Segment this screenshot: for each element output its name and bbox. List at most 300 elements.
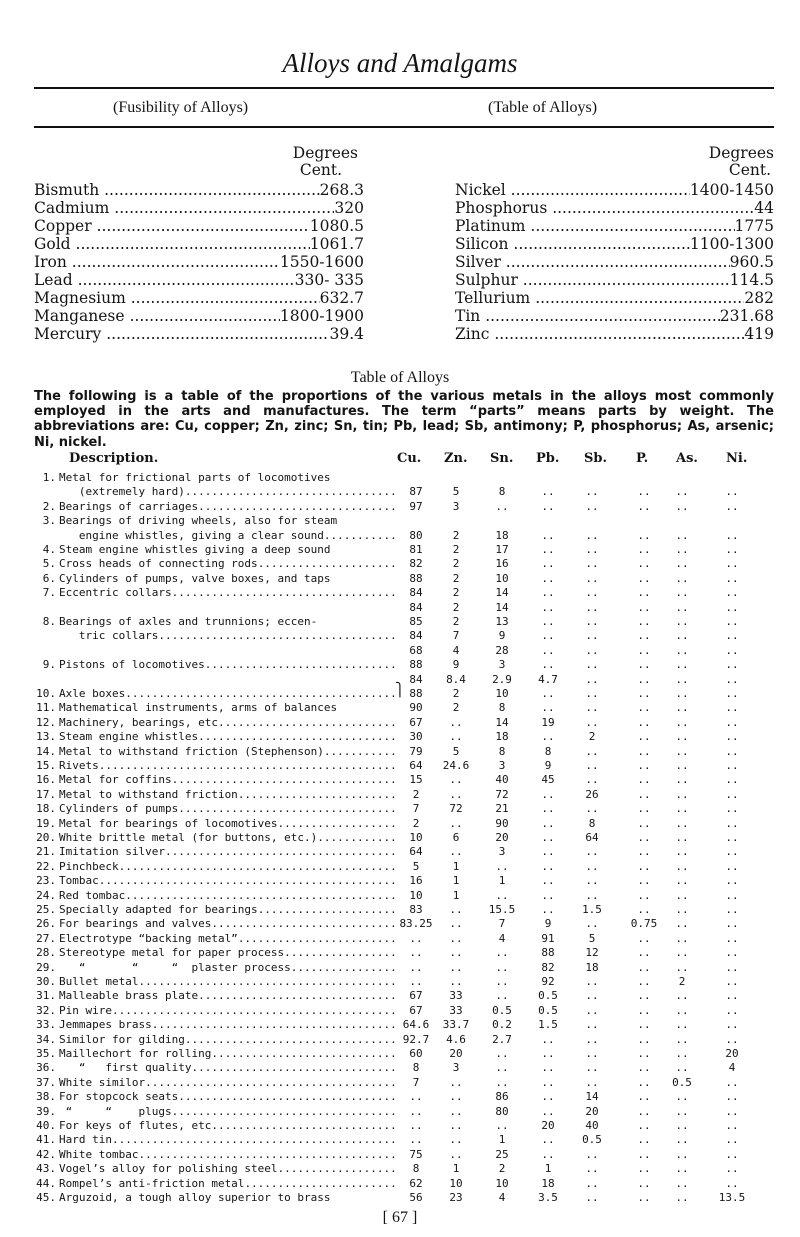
unit-degrees: Degrees — [292, 144, 358, 162]
unit-degrees: Degrees — [708, 144, 774, 162]
cell-as: .. — [675, 1032, 689, 1046]
cell-p: .. — [637, 931, 651, 945]
fusing-point: 282 — [744, 289, 774, 307]
cell-sn: 90 — [495, 816, 509, 830]
table-row — [34, 759, 774, 773]
table-row — [34, 514, 774, 528]
cell-cu: 2 — [412, 816, 420, 830]
cell-sn: 28 — [495, 643, 509, 657]
cell-p: .. — [637, 672, 651, 686]
cell-ni: .. — [725, 1090, 739, 1104]
table-row — [34, 1133, 774, 1147]
cell-cu: 84 — [409, 672, 423, 686]
table-row — [34, 716, 774, 730]
row-number: 13. — [36, 730, 56, 744]
cell-zn: 1 — [452, 859, 460, 873]
cell-sn: .. — [495, 859, 509, 873]
alloy-description: Metal for bearings of locomotives ..... — [59, 817, 396, 831]
table-row — [34, 586, 774, 600]
metal-name: Nickel ..... — [455, 181, 690, 199]
cell-sb: .. — [585, 615, 599, 628]
cell-sb: 14 — [585, 1090, 599, 1104]
cell-as: 2 — [678, 975, 686, 988]
cell-as: .. — [675, 615, 689, 628]
cell-ni: .. — [725, 917, 739, 931]
cell-cu: 80 — [409, 528, 423, 542]
cell-ni: .. — [725, 730, 739, 744]
cell-as: .. — [675, 1018, 689, 1032]
row-number: 33. — [36, 1018, 56, 1032]
cell-ni: 13.5 — [718, 1191, 746, 1204]
cell-p: .. — [637, 831, 651, 844]
cell-sb: .. — [585, 917, 599, 931]
cell-pb: .. — [541, 888, 555, 902]
page-title: Alloys and Amalgams — [282, 48, 518, 78]
alloy-description: Maillechort for rolling ..... — [59, 1047, 396, 1061]
fusing-point: 114.5 — [729, 271, 774, 289]
cell-sb: .. — [585, 859, 599, 873]
cell-p: .. — [637, 989, 651, 1003]
cell-ni: .. — [725, 701, 739, 715]
cell-pb: 20 — [541, 1119, 555, 1132]
cell-sn: 25 — [495, 1147, 509, 1161]
cell-pb: 8 — [544, 744, 552, 758]
cell-as: .. — [675, 586, 689, 600]
cell-pb: .. — [541, 1075, 555, 1089]
cell-sb: 1.5 — [582, 903, 602, 916]
fusing-point: 39.4 — [329, 325, 364, 343]
cell-zn: 7 — [452, 629, 460, 643]
alloy-description: Stereotype metal for paper process ..... — [59, 946, 396, 960]
cell-sn: .. — [495, 1119, 509, 1132]
row-number: 14. — [36, 744, 56, 758]
fusing-point: 419 — [744, 325, 774, 343]
cell-ni: .. — [725, 960, 739, 974]
metal-name: Mercury ..... — [34, 325, 329, 343]
cell-ni: .. — [725, 845, 739, 859]
cell-as: .. — [675, 672, 689, 686]
cell-as: .. — [675, 571, 689, 585]
cell-sn: .. — [495, 960, 509, 974]
row-number: 36. — [36, 1061, 56, 1075]
cell-sn: .. — [495, 1075, 509, 1089]
metal-name: Manganese ..... — [34, 307, 280, 325]
metal-name: Cadmium ..... — [34, 199, 334, 217]
cell-cu: 30 — [409, 730, 423, 744]
cell-ni: .. — [725, 485, 739, 499]
row-number: 22. — [36, 859, 56, 873]
table-title: Table of Alloys — [350, 369, 450, 386]
fusing-point: 1080.5 — [309, 217, 364, 235]
cell-sn: 9 — [498, 629, 506, 643]
alloy-description: Cylinders of pumps, valve boxes, and taps — [59, 571, 331, 585]
cell-p: .. — [637, 629, 651, 643]
alloy-description: Specially adapted for bearings ..... — [59, 903, 396, 917]
cell-as: .. — [675, 701, 689, 715]
cell-ni: .. — [725, 672, 739, 686]
cell-as: .. — [675, 687, 689, 700]
cell-ni: .. — [725, 629, 739, 643]
row-number: 31. — [36, 989, 56, 1003]
table-header — [34, 451, 774, 467]
cell-pb: 3.5 — [538, 1191, 558, 1204]
cell-sb: .. — [585, 1047, 599, 1060]
cell-sb: 2 — [588, 730, 596, 744]
cell-ni: .. — [725, 831, 739, 844]
table-row — [34, 1076, 774, 1090]
fusibility-row-right — [455, 307, 774, 325]
cell-sn: 21 — [495, 802, 509, 816]
cell-pb: 0.5 — [538, 1003, 558, 1017]
cell-ni: .. — [725, 557, 739, 571]
cell-pb: .. — [541, 557, 555, 571]
alloy-description: Electrotype “backing metal” ..... — [59, 932, 396, 946]
cell-pb: .. — [541, 845, 555, 859]
cell-zn: 24.6 — [442, 759, 470, 772]
fusing-point: 44 — [754, 199, 774, 217]
alloy-description: Similor for gilding ..... — [59, 1033, 396, 1047]
cell-ni: .. — [725, 1176, 739, 1190]
alloy-description: For keys of flutes, etc. ..... — [59, 1119, 396, 1133]
cell-ni: 20 — [725, 1047, 739, 1060]
metal-name: Magnesium ..... — [34, 289, 320, 307]
alloy-description: Pistons of locomotives ..... — [59, 658, 396, 672]
fusibility-row-left — [34, 199, 364, 217]
cell-pb: .. — [541, 499, 555, 513]
cell-zn: 5 — [452, 485, 460, 499]
cell-p: .. — [637, 643, 651, 657]
cell-pb: .. — [541, 528, 555, 542]
cell-zn: 1 — [452, 874, 460, 888]
cell-sb: .. — [585, 586, 599, 600]
cell-pb: .. — [541, 701, 555, 715]
fusibility-row-right — [455, 181, 774, 199]
cell-pb: .. — [541, 643, 555, 657]
cell-pb: .. — [541, 831, 555, 844]
cell-pb: .. — [541, 600, 555, 614]
cell-cu: 10 — [409, 831, 423, 844]
cell-ni: .. — [725, 1032, 739, 1046]
cell-zn: 33.7 — [442, 1018, 470, 1032]
cell-sn: .. — [495, 975, 509, 988]
cell-sb: .. — [585, 744, 599, 758]
fusibility-left-list — [34, 181, 364, 343]
cell-ni: .. — [725, 787, 739, 801]
cell-sn: 86 — [495, 1090, 509, 1104]
cell-as: .. — [675, 715, 689, 729]
left-subtitle: (Fusibility of Alloys) — [113, 99, 249, 116]
alloy-description: White tombac ..... — [59, 1148, 396, 1162]
table-row — [34, 773, 774, 787]
cell-zn: 2 — [452, 586, 460, 600]
alloy-description: Jemmapes brass ..... — [59, 1018, 396, 1032]
cell-cu: 90 — [409, 701, 423, 715]
cell-ni: .. — [725, 658, 739, 672]
table-row — [34, 615, 774, 629]
cell-as: .. — [675, 917, 689, 931]
cell-ni: .. — [725, 888, 739, 902]
alloy-description: Hard tin ..... — [59, 1133, 396, 1147]
cell-ni: .. — [725, 975, 739, 988]
row-number: 4. — [42, 543, 56, 556]
row-number: 29. — [36, 960, 56, 974]
cell-as: .. — [675, 629, 689, 643]
cell-sb: .. — [585, 874, 599, 888]
cell-sn: 10 — [495, 1176, 509, 1190]
cell-zn: 8.4 — [446, 672, 466, 686]
cell-ni: .. — [725, 1104, 739, 1118]
cell-p: .. — [637, 557, 651, 571]
cell-ni: .. — [725, 802, 739, 816]
cell-sn: 8 — [498, 485, 506, 499]
cell-sn: 2 — [498, 1162, 506, 1176]
cell-zn: 3 — [452, 499, 460, 513]
cell-p: .. — [637, 1191, 651, 1204]
cell-p: .. — [637, 1047, 651, 1060]
fusibility-row-left — [34, 217, 364, 235]
row-number: 2. — [42, 499, 56, 513]
table-row — [34, 903, 774, 917]
cell-ni: .. — [725, 1075, 739, 1089]
cell-cu: .. — [409, 1104, 423, 1118]
cell-sb: .. — [585, 715, 599, 729]
row-number: 17. — [36, 787, 56, 801]
cell-ni: .. — [725, 931, 739, 945]
col-p: P. — [636, 451, 649, 466]
table-row — [34, 831, 774, 845]
cell-pb: 0.5 — [538, 989, 558, 1003]
subtitle-rule — [34, 126, 774, 128]
table-row — [34, 1177, 774, 1191]
table-row — [34, 946, 774, 960]
cell-sn: 14 — [495, 715, 509, 729]
cell-p: .. — [637, 658, 651, 672]
cell-sb: .. — [585, 571, 599, 585]
cell-cu: 92.7 — [402, 1032, 430, 1046]
fusibility-row-left — [34, 271, 364, 289]
cell-p: .. — [637, 946, 651, 960]
cell-zn: 6 — [452, 831, 460, 844]
cell-cu: 7 — [412, 1075, 420, 1089]
cell-pb: .. — [541, 903, 555, 916]
alloy-description: Rivets ..... — [59, 759, 396, 773]
cell-p: .. — [637, 1147, 651, 1161]
alloy-description: Mathematical instruments, arms of balances — [59, 701, 338, 715]
metal-name: Sulphur ..... — [455, 271, 730, 289]
cell-zn: 3 — [452, 1061, 460, 1075]
cell-sb: .. — [585, 643, 599, 657]
cell-pb: 9 — [544, 759, 552, 772]
cell-ni: .. — [725, 571, 739, 585]
fusibility-row-left — [34, 289, 364, 307]
cell-p: .. — [637, 1162, 651, 1176]
table-row — [34, 1047, 774, 1061]
cell-zn: 2 — [452, 615, 460, 628]
cell-as: .. — [675, 946, 689, 960]
cell-as: .. — [675, 658, 689, 672]
cell-cu: 64.6 — [402, 1018, 430, 1032]
row-number: 24. — [36, 888, 56, 902]
cell-sn: 3 — [498, 845, 506, 859]
col-description: Description. — [69, 451, 159, 466]
cell-pb: 91 — [541, 931, 555, 945]
row-8-bracket: ⎫ — [396, 683, 404, 698]
cell-sn: .. — [495, 499, 509, 513]
fusing-point: 632.7 — [319, 289, 364, 307]
right-subtitle: (Table of Alloys) — [488, 99, 598, 116]
table-row — [34, 745, 774, 759]
cell-zn: 2 — [452, 543, 460, 556]
alloy-description: For stopcock seats ..... — [59, 1090, 396, 1104]
cell-cu: 84 — [409, 600, 423, 614]
cell-sb: .. — [585, 1147, 599, 1161]
fusing-point: 1400-1450 — [689, 181, 774, 199]
alloy-description: Bullet metal ..... — [59, 975, 396, 989]
table-row — [34, 874, 774, 888]
row-number: 43. — [36, 1162, 56, 1176]
cell-p: .. — [637, 615, 651, 628]
cell-sn: .. — [495, 1061, 509, 1075]
row-number: 15. — [36, 759, 56, 772]
cell-cu: 88 — [409, 687, 423, 700]
alloy-description: Metal for coffins ..... — [59, 773, 396, 787]
alloy-description: Tombac ..... — [59, 874, 396, 888]
cell-as: .. — [675, 1147, 689, 1161]
cell-pb: .. — [541, 1104, 555, 1118]
cell-as: .. — [675, 1090, 689, 1104]
cell-sn: 8 — [498, 701, 506, 715]
cell-as: .. — [675, 1061, 689, 1075]
cell-as: .. — [675, 485, 689, 499]
cell-p: .. — [637, 744, 651, 758]
cell-pb: .. — [541, 543, 555, 556]
cell-as: .. — [675, 831, 689, 844]
cell-pb: .. — [541, 787, 555, 801]
cell-zn: .. — [449, 946, 463, 960]
fusing-point: 1061.7 — [309, 235, 364, 253]
metal-name: Silver ..... — [455, 253, 730, 271]
col-as: As. — [676, 451, 698, 466]
cell-as: .. — [675, 931, 689, 945]
cell-sn: 3 — [498, 759, 506, 772]
cell-zn: 5 — [452, 744, 460, 758]
cell-sb: .. — [585, 557, 599, 571]
row-number: 19. — [36, 816, 56, 830]
metal-name: Copper ..... — [34, 217, 310, 235]
cell-cu: 84 — [409, 586, 423, 600]
cell-p: .. — [637, 773, 651, 787]
row-number: 35. — [36, 1047, 56, 1060]
alloy-description: Metal for frictional parts of locomotives — [59, 471, 331, 484]
cell-cu: 5 — [412, 859, 420, 873]
cell-as: .. — [675, 874, 689, 888]
cell-zn: .. — [449, 1147, 463, 1161]
alloy-description: Cross heads of connecting rods ..... — [59, 557, 396, 571]
cell-cu: .. — [409, 975, 423, 988]
cell-zn: 4.6 — [446, 1032, 466, 1046]
cell-sn: .. — [495, 946, 509, 960]
row-number: 6. — [42, 571, 56, 585]
metal-name: Tin ..... — [455, 307, 720, 325]
metal-name: Zinc ..... — [455, 325, 744, 343]
cell-p: .. — [637, 975, 651, 988]
cell-pb: .. — [541, 859, 555, 873]
cell-p: .. — [637, 960, 651, 974]
cell-zn: .. — [449, 1075, 463, 1089]
cell-sb: .. — [585, 759, 599, 772]
cell-cu: 81 — [409, 543, 423, 556]
cell-as: .. — [675, 557, 689, 571]
cell-sb: 26 — [585, 787, 599, 801]
fusing-point: 960.5 — [729, 253, 774, 271]
metal-name: Platinum ..... — [455, 217, 735, 235]
alloy-description: Machinery, bearings, etc ..... — [59, 716, 396, 730]
table-row — [34, 1191, 774, 1205]
cell-pb: .. — [541, 874, 555, 888]
cell-ni: .. — [725, 715, 739, 729]
table-row — [34, 1018, 774, 1032]
col-zn: Zn. — [444, 451, 468, 466]
row-number: 25. — [36, 903, 56, 916]
table-row — [34, 572, 774, 586]
cell-p: .. — [637, 845, 651, 859]
cell-cu: .. — [409, 931, 423, 945]
cell-cu: 75 — [409, 1147, 423, 1161]
cell-sn: 10 — [495, 687, 509, 700]
cell-sb: .. — [585, 485, 599, 499]
fusibility-row-left — [34, 181, 364, 199]
cell-cu: .. — [409, 946, 423, 960]
cell-p: .. — [637, 1061, 651, 1075]
fusibility-row-right — [455, 271, 774, 289]
alloy-description: Cylinders of pumps ..... — [59, 802, 396, 816]
cell-sb: .. — [585, 658, 599, 672]
table-row — [34, 673, 774, 687]
cell-cu: .. — [409, 1133, 423, 1147]
table-row — [34, 1119, 774, 1133]
cell-p: .. — [637, 1176, 651, 1190]
cell-zn: 23 — [449, 1191, 463, 1204]
cell-pb: .. — [541, 1061, 555, 1075]
alloy-description: “ “ “ plaster process ..... — [59, 961, 396, 975]
cell-zn: 2 — [452, 701, 460, 715]
cell-sn: 14 — [495, 586, 509, 600]
row-number: 8. — [42, 615, 56, 628]
cell-as: .. — [675, 888, 689, 902]
cell-sn: 16 — [495, 557, 509, 571]
fusing-point: 330- 335 — [294, 271, 364, 289]
cell-p: .. — [637, 543, 651, 556]
cell-as: .. — [675, 543, 689, 556]
fusing-point: 1550-1600 — [279, 253, 364, 271]
cell-sb: .. — [585, 1003, 599, 1017]
cell-p: .. — [637, 715, 651, 729]
alloy-description: engine whistles, giving a clear sound ..... — [59, 529, 396, 543]
table-row — [34, 802, 774, 816]
cell-ni: .. — [725, 1133, 739, 1147]
cell-cu: 88 — [409, 658, 423, 672]
fusing-point: 1775 — [734, 217, 774, 235]
cell-sb: .. — [585, 773, 599, 787]
alloy-description: Steam engine whistles giving a deep sound — [59, 543, 331, 556]
cell-pb: 19 — [541, 715, 555, 729]
cell-as: .. — [675, 730, 689, 744]
cell-pb: .. — [541, 1032, 555, 1046]
cell-p: .. — [637, 1090, 651, 1104]
cell-sn: 2.7 — [492, 1032, 512, 1046]
fusibility-row-left — [34, 253, 364, 271]
cell-p: .. — [637, 816, 651, 830]
